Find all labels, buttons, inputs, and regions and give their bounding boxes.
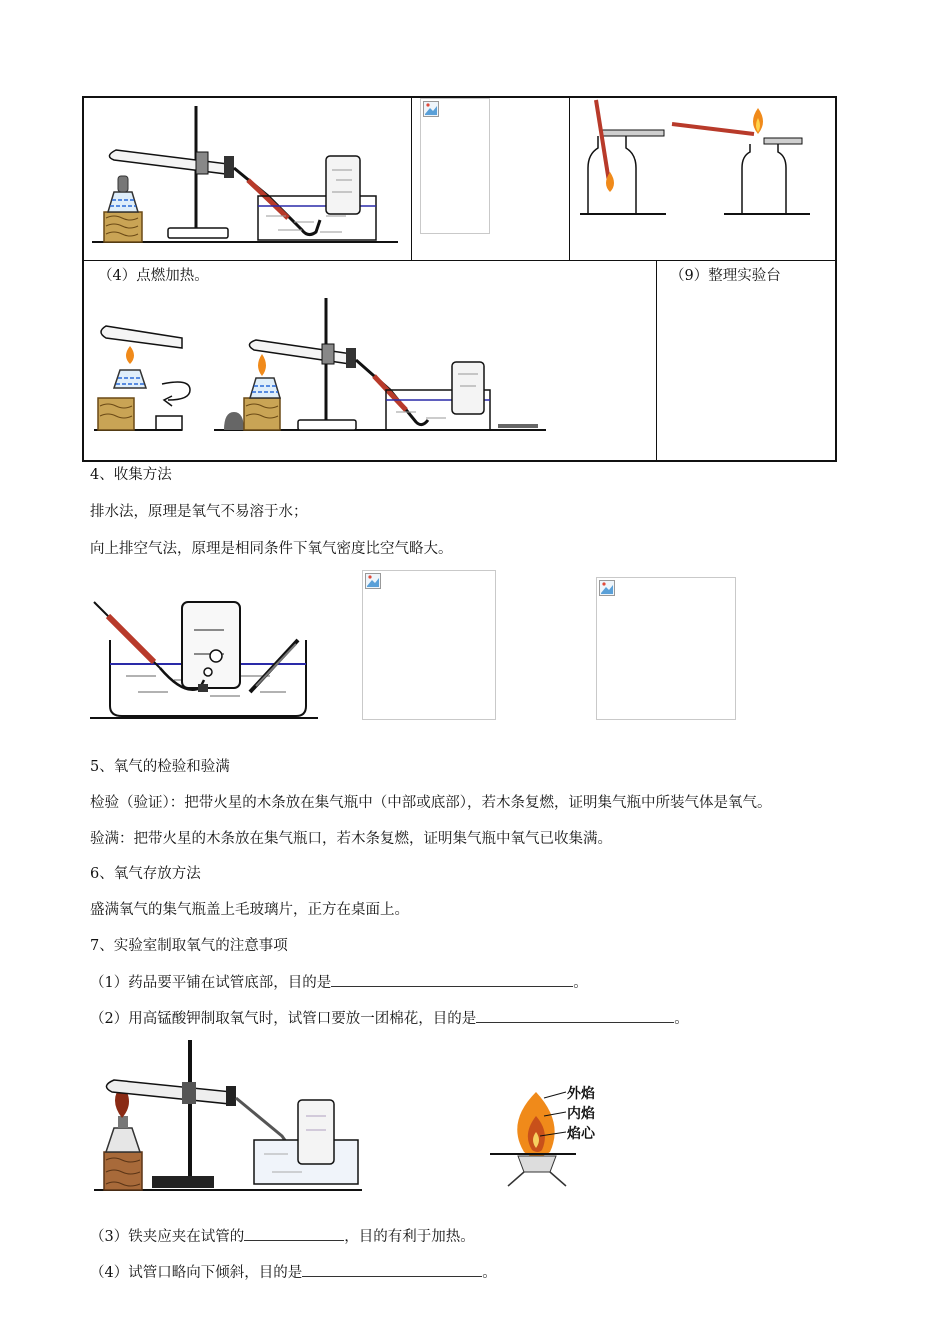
potassium-permanganate-apparatus-diagram [92,1040,364,1192]
section-5-line-2: 验满：把带火星的木条放在集气瓶口，若木条复燃，证明集气瓶中氧气已收集满。 [90,831,612,847]
flame-label-core: 焰心 [567,1126,595,1142]
question-3-end: ，目的有利于加热。 [344,1229,475,1245]
broken-image-icon [365,573,381,589]
flame-label-inner: 内焰 [567,1106,595,1122]
question-4 [90,1262,497,1283]
question-3-answer-blank[interactable] [244,1226,344,1241]
question-4-answer-blank[interactable] [302,1262,482,1277]
section-7-heading: 7、实验室制取氧气的注意事项 [90,938,288,954]
broken-image-placeholder [420,98,490,234]
water-displacement-diagram [90,596,320,720]
question-3-text: （3）铁夹应夹在试管的 [90,1229,245,1245]
table-col-divider-1 [411,96,412,260]
oxygen-test-splint-diagram [574,98,834,220]
question-4-end: 。 [482,1265,497,1281]
section-6-line-1: 盛满氧气的集气瓶盖上毛玻璃片，正方在桌面上。 [90,902,409,918]
question-2 [90,1008,689,1029]
question-1 [90,972,588,993]
question-2-answer-blank[interactable] [476,1008,674,1023]
broken-image-placeholder [362,570,496,720]
section-4-line-2: 向上排空气法，原理是相同条件下氧气密度比空气略大。 [90,541,453,557]
apparatus-heating-collection-diagram [88,100,408,250]
lighting-heating-diagram [90,294,650,438]
section-5-line-1: 检验（验证）：把带火星的木条放在集气瓶中（中部或底部），若木条复燃，证明集气瓶中所装气体是氧气。 [90,795,772,811]
table-row-divider [82,260,837,261]
section-4-heading: 4、收集方法 [90,467,172,483]
section-5-heading: 5、氧气的检验和验满 [90,759,230,775]
question-1-answer-blank[interactable] [331,972,573,987]
table-cell-9-label: （9）整理实验台 [670,268,781,284]
table-col-divider-3 [656,260,657,462]
section-6-heading: 6、氧气存放方法 [90,866,201,882]
question-1-text: （1）药品要平铺在试管底部，目的是 [90,975,332,991]
table-cell-4-label: （4）点燃加热。 [98,268,209,284]
broken-image-icon [599,580,615,596]
question-1-end: 。 [573,975,588,991]
question-2-end: 。 [674,1011,689,1027]
broken-image-placeholder [596,577,736,720]
flame-structure-diagram [488,1080,628,1192]
question-2-text: （2）用高锰酸钾制取氧气时，试管口要放一团棉花，目的是 [90,1011,477,1027]
broken-image-icon [423,101,439,117]
question-4-text: （4）试管口略向下倾斜，目的是 [90,1265,303,1281]
flame-label-outer: 外焰 [567,1086,595,1102]
section-4-line-1: 排水法，原理是氧气不易溶于水； [90,504,308,520]
question-3 [90,1226,475,1247]
table-col-divider-2 [569,96,570,260]
